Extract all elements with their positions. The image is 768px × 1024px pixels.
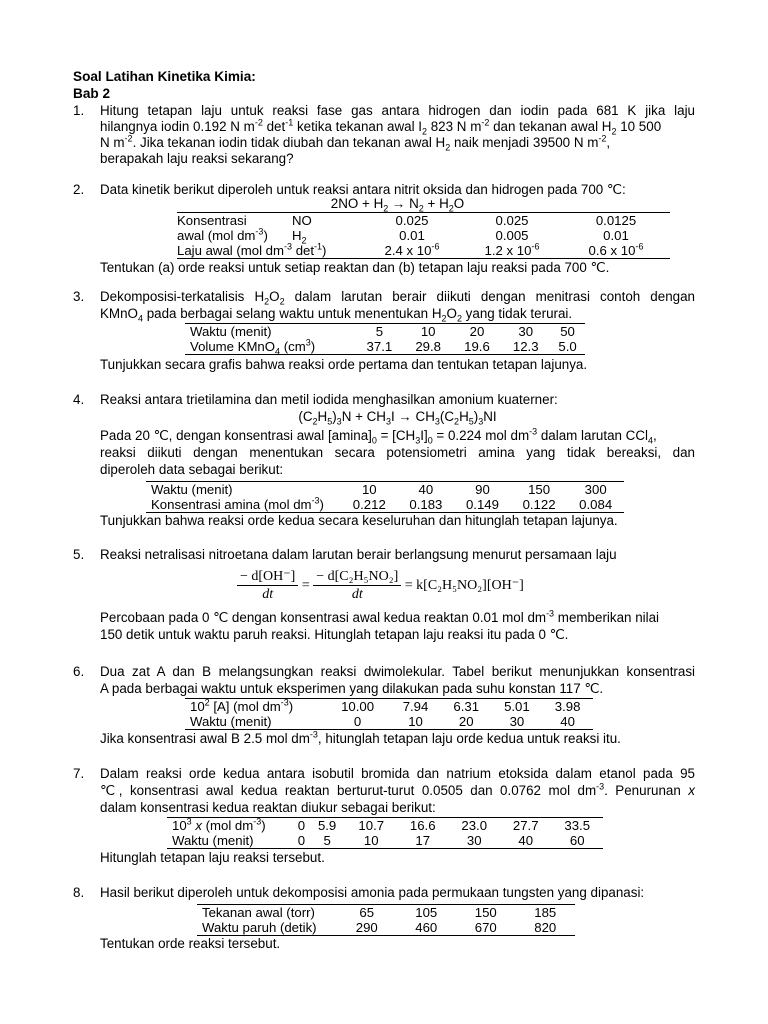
- text-line: Data kinetik berikut diperoleh untuk reaksi antara nitrit oksida dan hidrogen pada 700 ℃:: [100, 182, 626, 197]
- question-number: 4.: [73, 392, 85, 407]
- text-line: Tentukan (a) orde reaksi untuk setiap reaktan dan (b) tetapan laju reaksi pada 700 ℃.: [100, 260, 610, 275]
- table-row: Waktu (menit) 5 10 20 30 50: [185, 324, 585, 340]
- text-line: reaksi diikuti dengan menentukan secara potensiometri amina yang tidak bereaksi, dan: [100, 445, 695, 460]
- table-row: $10^3$ x (mol $dm^{-3}$) 0 5.9 10.7 16.6 23.0 27.7 33.5: [167, 818, 603, 834]
- text-line: Reaksi netralisasi nitroetana dalam larutan berair berlangsung menurut persamaan laju: [100, 547, 617, 562]
- data-table: [197, 904, 575, 936]
- text-line: Tentukan orde reaksi tersebut.: [100, 936, 281, 951]
- reaction-equation: $(C_2H_5)_3N + CH_3I \to CH_3(C_2H_5)_3NI$: [298, 409, 497, 427]
- rate-equation: $\frac{- d[OH^-]}{dt}$ = $\frac{\text{− d[C₂H₅NO₂]}}{dt}$ = k[C₂H₅NO₂][OH⁻]: [237, 570, 524, 602]
- text-line: hilangnya iodin 0.192 N $m^{-2}$ $\det^{-1}$ ketika tekanan awal $I_2$ 823 N $m^{-2}$ dan tekanan awal $H_2$ 10 500: [100, 117, 662, 137]
- fraction: $\frac{\text{− d[C₂H₅NO₂]}}{dt}$: [313, 570, 401, 602]
- question-number: 2.: [73, 182, 85, 197]
- question-number: 6.: [73, 664, 85, 679]
- table-row: $10^2$ [A] (mol $dm^{-3}$) 10.00 7.94 6.31 5.01 3.98: [185, 699, 593, 715]
- data-table: [185, 698, 593, 730]
- text-line: Dekomposisi-terkatalisis $H_2O_2$ dalam larutan berair diikuti dengan menitrasi contoh dengan: [100, 289, 695, 307]
- text-line: Dua zat A dan B melangsungkan reaksi dwimolekular. Tabel berikut menunjukkan konsentrasi: [100, 664, 695, 679]
- text-line: N $m^{-2}$. Jika tekanan iodin tidak diubah dan tekanan awal $H_2$ naik menjadi 39500 N $m^{-2}$,: [100, 133, 611, 153]
- document-title: Soal Latihan Kinetika Kimia:: [73, 69, 256, 84]
- data-table: [146, 481, 624, 513]
- reaction-equation: $2NO + H_2 \to N_2 + H_2O$: [330, 196, 465, 214]
- question-number: 1.: [73, 103, 85, 118]
- text-line: dalam konsentrasi kedua reaktan diukur sebagai berikut:: [100, 800, 436, 815]
- text-line: diperoleh data sebagai berikut:: [100, 462, 284, 477]
- text-line: Tunjukkan secara grafis bahwa reaksi orde pertama dan tentukan tetapan lajunya.: [100, 357, 588, 372]
- data-table: [177, 212, 670, 259]
- text-line: Percobaan pada 0 ℃ dengan konsentrasi awal kedua reaktan 0.01 mol $dm^{-3}$ memberikan nilai: [100, 608, 660, 625]
- text-line: 150 detik untuk waktu paruh reaksi. Hitunglah tetapan laju reaksi itu pada 0 ℃.: [100, 627, 569, 642]
- table-row: Waktu paruh (detik) 290 460 670 820: [197, 920, 575, 936]
- table-row: Waktu (menit) 0 10 20 30 40: [185, 714, 593, 730]
- table-row: Tekanan awal (torr) 65 105 150 185: [197, 905, 575, 921]
- text-line: Hitung tetapan laju untuk reaksi fase gas antara hidrogen dan iodin pada 681 K jika laju: [100, 103, 695, 118]
- question-number: 3.: [73, 289, 85, 304]
- data-table: [167, 817, 603, 849]
- table-row: Konsentrasi NO 0.025 0.025 0.0125: [177, 213, 670, 229]
- table-row: Konsentrasi amina (mol $dm^{-3}$) 0.212 0.183 0.149 0.122 0.084: [146, 497, 624, 513]
- question-number: 7.: [73, 766, 85, 781]
- table-row: Waktu (menit) 10 40 90 150 300: [146, 482, 624, 498]
- text-line: Hitunglah tetapan laju reaksi tersebut.: [100, 850, 325, 865]
- text-line: A pada berbagai waktu untuk eksperimen yang dilakukan pada suhu konstan 117 ℃.: [100, 681, 604, 696]
- table-row: Volume KMnO$_4$ $(cm^3)$ 37.1 29.8 19.6 12.3 5.0: [185, 339, 585, 355]
- table-row: Laju awal (mol $dm^{-3}$ $\det^{-1}$) 2.4 x $10^{-6}$ 1.2 x $10^{-6}$ 0.6 x $10^{-6}$: [177, 243, 670, 259]
- chapter-label: Bab 2: [73, 86, 111, 101]
- text-line: ℃, konsentrasi awal kedua reaktan berturut-turut 0.0505 dan 0.0762 mol $dm^{-3}$. Penurunan x: [100, 781, 695, 798]
- text-line: berapakah laju reaksi sekarang?: [100, 151, 294, 166]
- table-row: awal (mol $dm^{-3}$) $H_2$ 0.01 0.005 0.01: [177, 226, 629, 246]
- fraction: $\frac{- d[OH^-]}{dt}$: [237, 570, 298, 602]
- text-line: KMnO$_4$ pada berbagai selang waktu untuk menentukan $H_2O_2$ yang tidak terurai.: [100, 306, 573, 324]
- data-table: [185, 323, 585, 355]
- question-number: 8.: [73, 885, 85, 900]
- table-row: Waktu (menit) 0 5 10 17 30 40 60: [167, 833, 603, 849]
- text-line: Pada 20 ℃, dengan konsentrasi awal $[amina]_0 = [CH_3I]_0 = 0.224$ mol $dm^{-3}$ dalam larutan CCl$_4$,: [100, 426, 657, 446]
- text-line: Reaksi antara trietilamina dan metil iodida menghasilkan amonium kuaterner:: [100, 392, 558, 407]
- text-line: Jika konsentrasi awal B 2.5 mol $dm^{-3}$, hitunglah tetapan laju orde kedua untuk reaksi itu.: [100, 729, 621, 746]
- text-line: Dalam reaksi orde kedua antara isobutil bromida dan natrium etoksida dalam etanol pada 95: [100, 766, 695, 781]
- question-number: 5.: [73, 547, 85, 562]
- text-line: Tunjukkan bahwa reaksi orde kedua secara keseluruhan dan hitunglah tetapan lajunya.: [100, 513, 618, 528]
- text-line: Hasil berikut diperoleh untuk dekomposisi amonia pada permukaan tungsten yang dipanasi:: [100, 885, 645, 900]
